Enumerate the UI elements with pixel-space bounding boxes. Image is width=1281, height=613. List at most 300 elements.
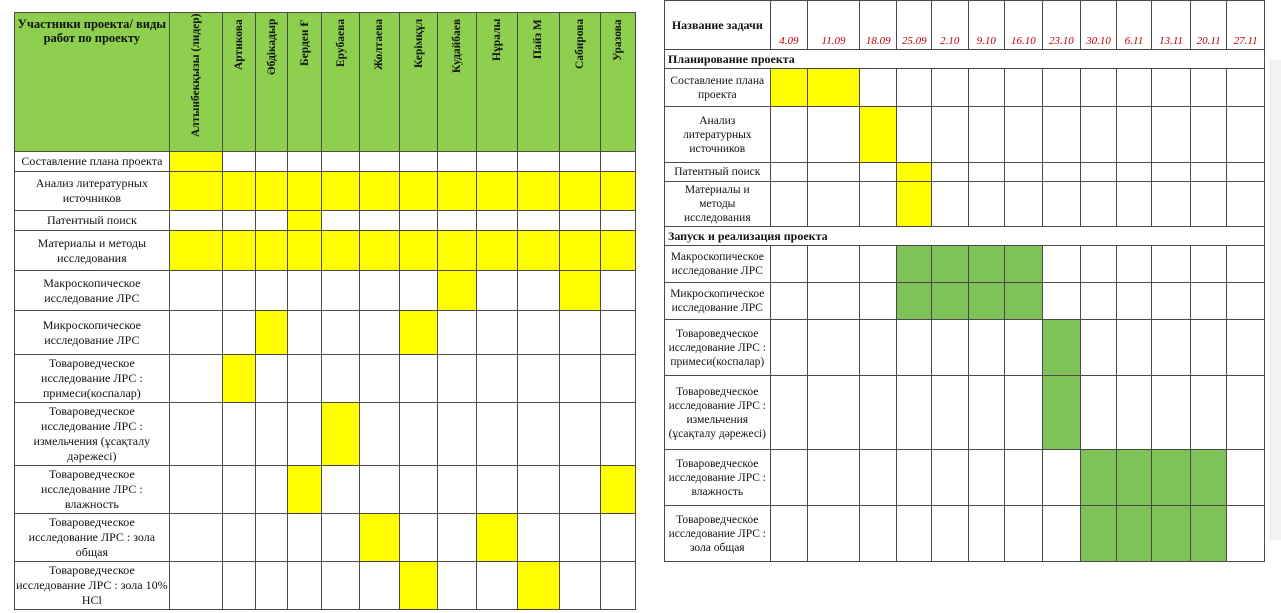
matrix-row	[15, 211, 636, 231]
matrix-cell	[477, 211, 518, 231]
matrix-cell	[601, 355, 636, 403]
gantt-task-row	[665, 246, 1265, 283]
assigned-cell	[438, 231, 477, 271]
matrix-cell	[399, 152, 438, 172]
assigned-cell	[438, 172, 477, 211]
participants-task-matrix	[14, 12, 636, 610]
week-date-header: 13.11	[1152, 1, 1191, 50]
matrix-task-label: Макроскопическое исследование ЛРС	[15, 271, 170, 311]
matrix-cell	[559, 152, 601, 172]
matrix-task-label: Патентный поиск	[15, 211, 170, 231]
matrix-task-label: Микроскопическое исследование ЛРС	[15, 311, 170, 355]
gantt-task-label: Товароведческое исследование ЛРС : влажность	[665, 450, 771, 506]
matrix-cell	[169, 355, 222, 403]
gantt-bar-cell	[897, 182, 932, 227]
gantt-cell	[1042, 246, 1081, 283]
matrix-cell	[517, 355, 559, 403]
matrix-cell	[601, 514, 636, 562]
matrix-cell	[169, 311, 222, 355]
section-title: Запуск и реализация проекта	[665, 227, 1265, 246]
gantt-cell	[897, 69, 932, 107]
matrix-cell	[322, 355, 360, 403]
gantt-cell	[1190, 163, 1227, 182]
gantt-cell	[770, 107, 808, 163]
participant-name: Уразова	[612, 19, 625, 61]
assigned-cell	[256, 311, 288, 355]
matrix-cell	[477, 562, 518, 610]
participant-header	[517, 13, 559, 152]
gantt-cell	[1042, 450, 1081, 506]
gantt-bar-cell	[931, 246, 968, 283]
matrix-row	[15, 514, 636, 562]
matrix-cell	[438, 211, 477, 231]
assigned-cell	[222, 355, 256, 403]
gantt-cell	[1116, 163, 1152, 182]
matrix-cell	[517, 271, 559, 311]
gantt-task-label: Анализ литературных источников	[665, 107, 771, 163]
gantt-cell	[897, 376, 932, 450]
assigned-cell	[256, 172, 288, 211]
assigned-cell	[559, 231, 601, 271]
gantt-cell	[968, 69, 1005, 107]
gantt-cell	[968, 320, 1005, 376]
gantt-bar-cell	[1116, 450, 1152, 506]
matrix-cell	[399, 211, 438, 231]
matrix-cell	[222, 211, 256, 231]
matrix-cell	[222, 514, 256, 562]
gantt-cell	[1152, 246, 1191, 283]
participant-name: Ерубаева	[334, 19, 347, 68]
gantt-task-row	[665, 506, 1265, 562]
gantt-cell	[1116, 107, 1152, 163]
assigned-cell	[360, 514, 400, 562]
assigned-cell	[360, 172, 400, 211]
assigned-cell	[322, 172, 360, 211]
assigned-cell	[322, 403, 360, 466]
matrix-row	[15, 172, 636, 211]
matrix-cell	[559, 466, 601, 514]
matrix-cell	[517, 152, 559, 172]
gantt-chart-panel	[664, 0, 1265, 582]
gantt-cell	[770, 283, 808, 320]
matrix-cell	[256, 271, 288, 311]
matrix-cell	[322, 211, 360, 231]
matrix-cell	[256, 403, 288, 466]
participant-name: Кудайбаев	[451, 19, 464, 74]
gantt-cell	[770, 163, 808, 182]
matrix-task-label: Анализ литературных источников	[15, 172, 170, 211]
gantt-cell	[897, 107, 932, 163]
week-date-header: 6.11	[1116, 1, 1152, 50]
gantt-bar-cell	[897, 283, 932, 320]
matrix-cell	[169, 514, 222, 562]
gantt-cell	[859, 320, 897, 376]
matrix-cell	[322, 466, 360, 514]
matrix-cell	[222, 562, 256, 610]
gantt-cell	[897, 506, 932, 562]
matrix-cell	[559, 562, 601, 610]
matrix-row	[15, 355, 636, 403]
matrix-cell	[169, 562, 222, 610]
gantt-bar-cell	[897, 246, 932, 283]
week-date-header: 20.11	[1190, 1, 1227, 50]
gantt-task-row	[665, 376, 1265, 450]
matrix-cell	[360, 271, 400, 311]
matrix-cell	[256, 562, 288, 610]
matrix-cell	[559, 403, 601, 466]
gantt-task-row	[665, 69, 1265, 107]
gantt-cell	[1190, 69, 1227, 107]
week-date-header: 4.09	[770, 1, 808, 50]
matrix-cell	[287, 403, 322, 466]
gantt-task-label: Товароведческое исследование ЛРС : зола общая	[665, 506, 771, 562]
gantt-cell	[931, 69, 968, 107]
matrix-cell	[477, 311, 518, 355]
assigned-cell	[169, 172, 222, 211]
gantt-bar-cell	[897, 163, 932, 182]
matrix-cell	[601, 403, 636, 466]
gantt-bar-cell	[1116, 506, 1152, 562]
gantt-cell	[1190, 283, 1227, 320]
gantt-cell	[1227, 320, 1265, 376]
gantt-bar-cell	[770, 69, 808, 107]
matrix-cell	[559, 355, 601, 403]
gantt-bar-cell	[1005, 283, 1043, 320]
assigned-cell	[256, 231, 288, 271]
matrix-cell	[559, 514, 601, 562]
assigned-cell	[222, 231, 256, 271]
matrix-cell	[322, 562, 360, 610]
gantt-cell	[968, 450, 1005, 506]
matrix-task-label: Составление плана проекта	[15, 152, 170, 172]
gantt-task-row	[665, 320, 1265, 376]
matrix-cell	[360, 311, 400, 355]
participant-header	[399, 13, 438, 152]
gantt-cell	[931, 450, 968, 506]
gantt-cell	[931, 107, 968, 163]
gantt-task-row	[665, 107, 1265, 163]
week-date-header: 23.10	[1042, 1, 1081, 50]
assigned-cell	[287, 211, 322, 231]
matrix-cell	[287, 311, 322, 355]
participants-matrix-panel	[14, 12, 636, 607]
matrix-cell	[399, 466, 438, 514]
matrix-cell	[399, 271, 438, 311]
matrix-cell	[517, 211, 559, 231]
assigned-cell	[169, 152, 222, 172]
assigned-cell	[517, 562, 559, 610]
gantt-cell	[1190, 246, 1227, 283]
gantt-cell	[859, 69, 897, 107]
gantt-cell	[897, 450, 932, 506]
matrix-cell	[601, 152, 636, 172]
matrix-cell	[438, 403, 477, 466]
gantt-cell	[1190, 320, 1227, 376]
matrix-task-label: Товароведческое исследование ЛРС : примеси(коспалар)	[15, 355, 170, 403]
gantt-cell	[1005, 163, 1043, 182]
assigned-cell	[169, 231, 222, 271]
gantt-cell	[770, 506, 808, 562]
gantt-cell	[1152, 163, 1191, 182]
gantt-task-row	[665, 163, 1265, 182]
matrix-task-label: Товароведческое исследование ЛРС : зола 10% HCl	[15, 562, 170, 610]
matrix-cell	[322, 152, 360, 172]
matrix-cell	[169, 211, 222, 231]
matrix-cell	[360, 211, 400, 231]
participant-header	[601, 13, 636, 152]
gantt-bar-cell	[931, 283, 968, 320]
gantt-cell	[859, 182, 897, 227]
gantt-task-row	[665, 450, 1265, 506]
week-date-header: 25.09	[897, 1, 932, 50]
gantt-cell	[1190, 107, 1227, 163]
matrix-cell	[256, 152, 288, 172]
assigned-cell	[601, 172, 636, 211]
matrix-row	[15, 152, 636, 172]
matrix-cell	[287, 271, 322, 311]
matrix-row	[15, 562, 636, 610]
gantt-cell	[1081, 163, 1117, 182]
gantt-bar-cell	[968, 283, 1005, 320]
gantt-cell	[1005, 107, 1043, 163]
gantt-cell	[968, 107, 1005, 163]
assigned-cell	[601, 231, 636, 271]
gantt-cell	[1152, 107, 1191, 163]
gantt-cell	[1227, 450, 1265, 506]
gantt-task-label: Патентный поиск	[665, 163, 771, 182]
matrix-cell	[601, 271, 636, 311]
gantt-cell	[1042, 107, 1081, 163]
matrix-row	[15, 271, 636, 311]
gantt-cell	[1227, 283, 1265, 320]
participant-header	[222, 13, 256, 152]
gantt-cell	[968, 376, 1005, 450]
gantt-cell	[1005, 376, 1043, 450]
participant-header	[256, 13, 288, 152]
assigned-cell	[559, 271, 601, 311]
gantt-cell	[1227, 182, 1265, 227]
gantt-cell	[808, 450, 860, 506]
assigned-cell	[399, 311, 438, 355]
matrix-cell	[169, 466, 222, 514]
gantt-task-row	[665, 283, 1265, 320]
gantt-cell	[1005, 182, 1043, 227]
matrix-cell	[256, 355, 288, 403]
assigned-cell	[399, 172, 438, 211]
gantt-cell	[770, 246, 808, 283]
participant-header	[438, 13, 477, 152]
gantt-bar-cell	[1042, 320, 1081, 376]
gantt-cell	[1042, 506, 1081, 562]
matrix-row	[15, 403, 636, 466]
assigned-cell	[601, 466, 636, 514]
assigned-cell	[399, 231, 438, 271]
assigned-cell	[517, 231, 559, 271]
matrix-cell	[222, 152, 256, 172]
gantt-cell	[1005, 450, 1043, 506]
gantt-cell	[808, 246, 860, 283]
gantt-cell	[1005, 69, 1043, 107]
matrix-cell	[438, 562, 477, 610]
gantt-bar-cell	[1152, 506, 1191, 562]
gantt-cell	[1227, 506, 1265, 562]
gantt-cell	[1152, 376, 1191, 450]
matrix-cell	[360, 355, 400, 403]
gantt-cell	[1081, 320, 1117, 376]
matrix-cell	[438, 466, 477, 514]
gantt-task-label: Микроскопическое исследование ЛРС	[665, 283, 771, 320]
assigned-cell	[438, 271, 477, 311]
gantt-task-label: Составление плана проекта	[665, 69, 771, 107]
participant-header	[477, 13, 518, 152]
matrix-corner-header: Участники проекта/ виды работ по проекту	[15, 13, 170, 152]
participant-name: Сабирова	[573, 19, 586, 70]
matrix-cell	[601, 562, 636, 610]
gantt-cell	[1081, 376, 1117, 450]
matrix-cell	[169, 403, 222, 466]
gantt-cell	[1227, 163, 1265, 182]
matrix-cell	[438, 152, 477, 172]
matrix-task-label: Товароведческое исследование ЛРС : зола общая	[15, 514, 170, 562]
gantt-cell	[931, 320, 968, 376]
gantt-cell	[808, 107, 860, 163]
gantt-cell	[1081, 283, 1117, 320]
gantt-bar-cell	[1190, 450, 1227, 506]
gantt-cell	[859, 376, 897, 450]
gantt-cell	[808, 163, 860, 182]
gantt-cell	[1227, 107, 1265, 163]
assigned-cell	[477, 172, 518, 211]
gantt-cell	[1081, 107, 1117, 163]
gantt-cell	[770, 376, 808, 450]
matrix-cell	[438, 355, 477, 403]
matrix-cell	[559, 311, 601, 355]
gantt-chart-table	[664, 0, 1265, 562]
matrix-cell	[287, 562, 322, 610]
gantt-task-label: Макроскопическое исследование ЛРС	[665, 246, 771, 283]
matrix-cell	[322, 311, 360, 355]
matrix-cell	[322, 514, 360, 562]
gantt-cell	[808, 182, 860, 227]
assigned-cell	[287, 231, 322, 271]
assigned-cell	[559, 172, 601, 211]
gantt-cell	[770, 320, 808, 376]
gantt-cell	[1116, 283, 1152, 320]
matrix-cell	[222, 466, 256, 514]
matrix-cell	[438, 514, 477, 562]
matrix-cell	[438, 311, 477, 355]
matrix-cell	[322, 271, 360, 311]
participant-header	[287, 13, 322, 152]
gantt-bar-cell	[1005, 246, 1043, 283]
assigned-cell	[399, 562, 438, 610]
matrix-cell	[287, 152, 322, 172]
gantt-section-row	[665, 50, 1265, 69]
matrix-row	[15, 311, 636, 355]
matrix-cell	[169, 271, 222, 311]
assigned-cell	[287, 172, 322, 211]
matrix-cell	[559, 211, 601, 231]
gantt-cell	[859, 450, 897, 506]
gantt-cell	[770, 182, 808, 227]
participant-name: Алтынбекқызы (лидер)	[189, 13, 202, 137]
gantt-cell	[770, 450, 808, 506]
gantt-cell	[1116, 246, 1152, 283]
matrix-cell	[222, 403, 256, 466]
participant-name: Артикова	[232, 19, 245, 70]
matrix-cell	[477, 271, 518, 311]
gantt-cell	[1081, 182, 1117, 227]
gantt-cell	[808, 283, 860, 320]
gantt-task-label: Товароведческое исследование ЛРС : измельчения (ұсақталу дәрежесі)	[665, 376, 771, 450]
gantt-cell	[968, 163, 1005, 182]
matrix-cell	[517, 514, 559, 562]
matrix-cell	[601, 311, 636, 355]
gantt-cell	[931, 163, 968, 182]
gantt-cell	[1005, 506, 1043, 562]
matrix-cell	[399, 403, 438, 466]
gantt-cell	[808, 320, 860, 376]
week-date-header: 18.09	[859, 1, 897, 50]
gantt-cell	[1152, 182, 1191, 227]
week-date-header: 2.10	[931, 1, 968, 50]
gantt-bar-cell	[859, 107, 897, 163]
week-date-header: 11.09	[808, 1, 860, 50]
gantt-cell	[1227, 69, 1265, 107]
gantt-cell	[1190, 182, 1227, 227]
participant-header	[322, 13, 360, 152]
gantt-cell	[1116, 182, 1152, 227]
gantt-header-row	[665, 1, 1265, 50]
gantt-cell	[1081, 246, 1117, 283]
gantt-cell	[1116, 69, 1152, 107]
matrix-cell	[256, 466, 288, 514]
participant-header	[360, 13, 400, 152]
week-date-header: 27.11	[1227, 1, 1265, 50]
section-title: Планирование проекта	[665, 50, 1265, 69]
gantt-cell	[859, 283, 897, 320]
gantt-cell	[968, 506, 1005, 562]
assigned-cell	[287, 466, 322, 514]
gantt-cell	[1116, 320, 1152, 376]
matrix-cell	[360, 152, 400, 172]
gantt-cell	[968, 182, 1005, 227]
participant-name: Пайз М	[532, 19, 545, 59]
matrix-task-label: Товароведческое исследование ЛРС : измельчения (ұсақталу дәрежесі)	[15, 403, 170, 466]
matrix-cell	[399, 355, 438, 403]
matrix-cell	[517, 403, 559, 466]
participant-name: Нұралы	[490, 19, 503, 62]
assigned-cell	[477, 514, 518, 562]
task-name-header: Название задачи	[665, 1, 771, 50]
gantt-cell	[1116, 376, 1152, 450]
participant-header	[169, 13, 222, 152]
participant-name: Әбдікадыр	[265, 19, 278, 76]
matrix-cell	[222, 311, 256, 355]
gantt-bar-cell	[1042, 376, 1081, 450]
gantt-task-row	[665, 182, 1265, 227]
matrix-cell	[287, 355, 322, 403]
gantt-cell	[931, 506, 968, 562]
page-edge-decoration	[1270, 60, 1281, 540]
participant-name: Берден Ғ	[298, 19, 311, 66]
gantt-bar-cell	[1081, 450, 1117, 506]
gantt-cell	[1227, 376, 1265, 450]
participant-name: Керімқұл	[412, 19, 425, 69]
week-date-header: 9.10	[968, 1, 1005, 50]
matrix-row	[15, 231, 636, 271]
gantt-bar-cell	[1190, 506, 1227, 562]
